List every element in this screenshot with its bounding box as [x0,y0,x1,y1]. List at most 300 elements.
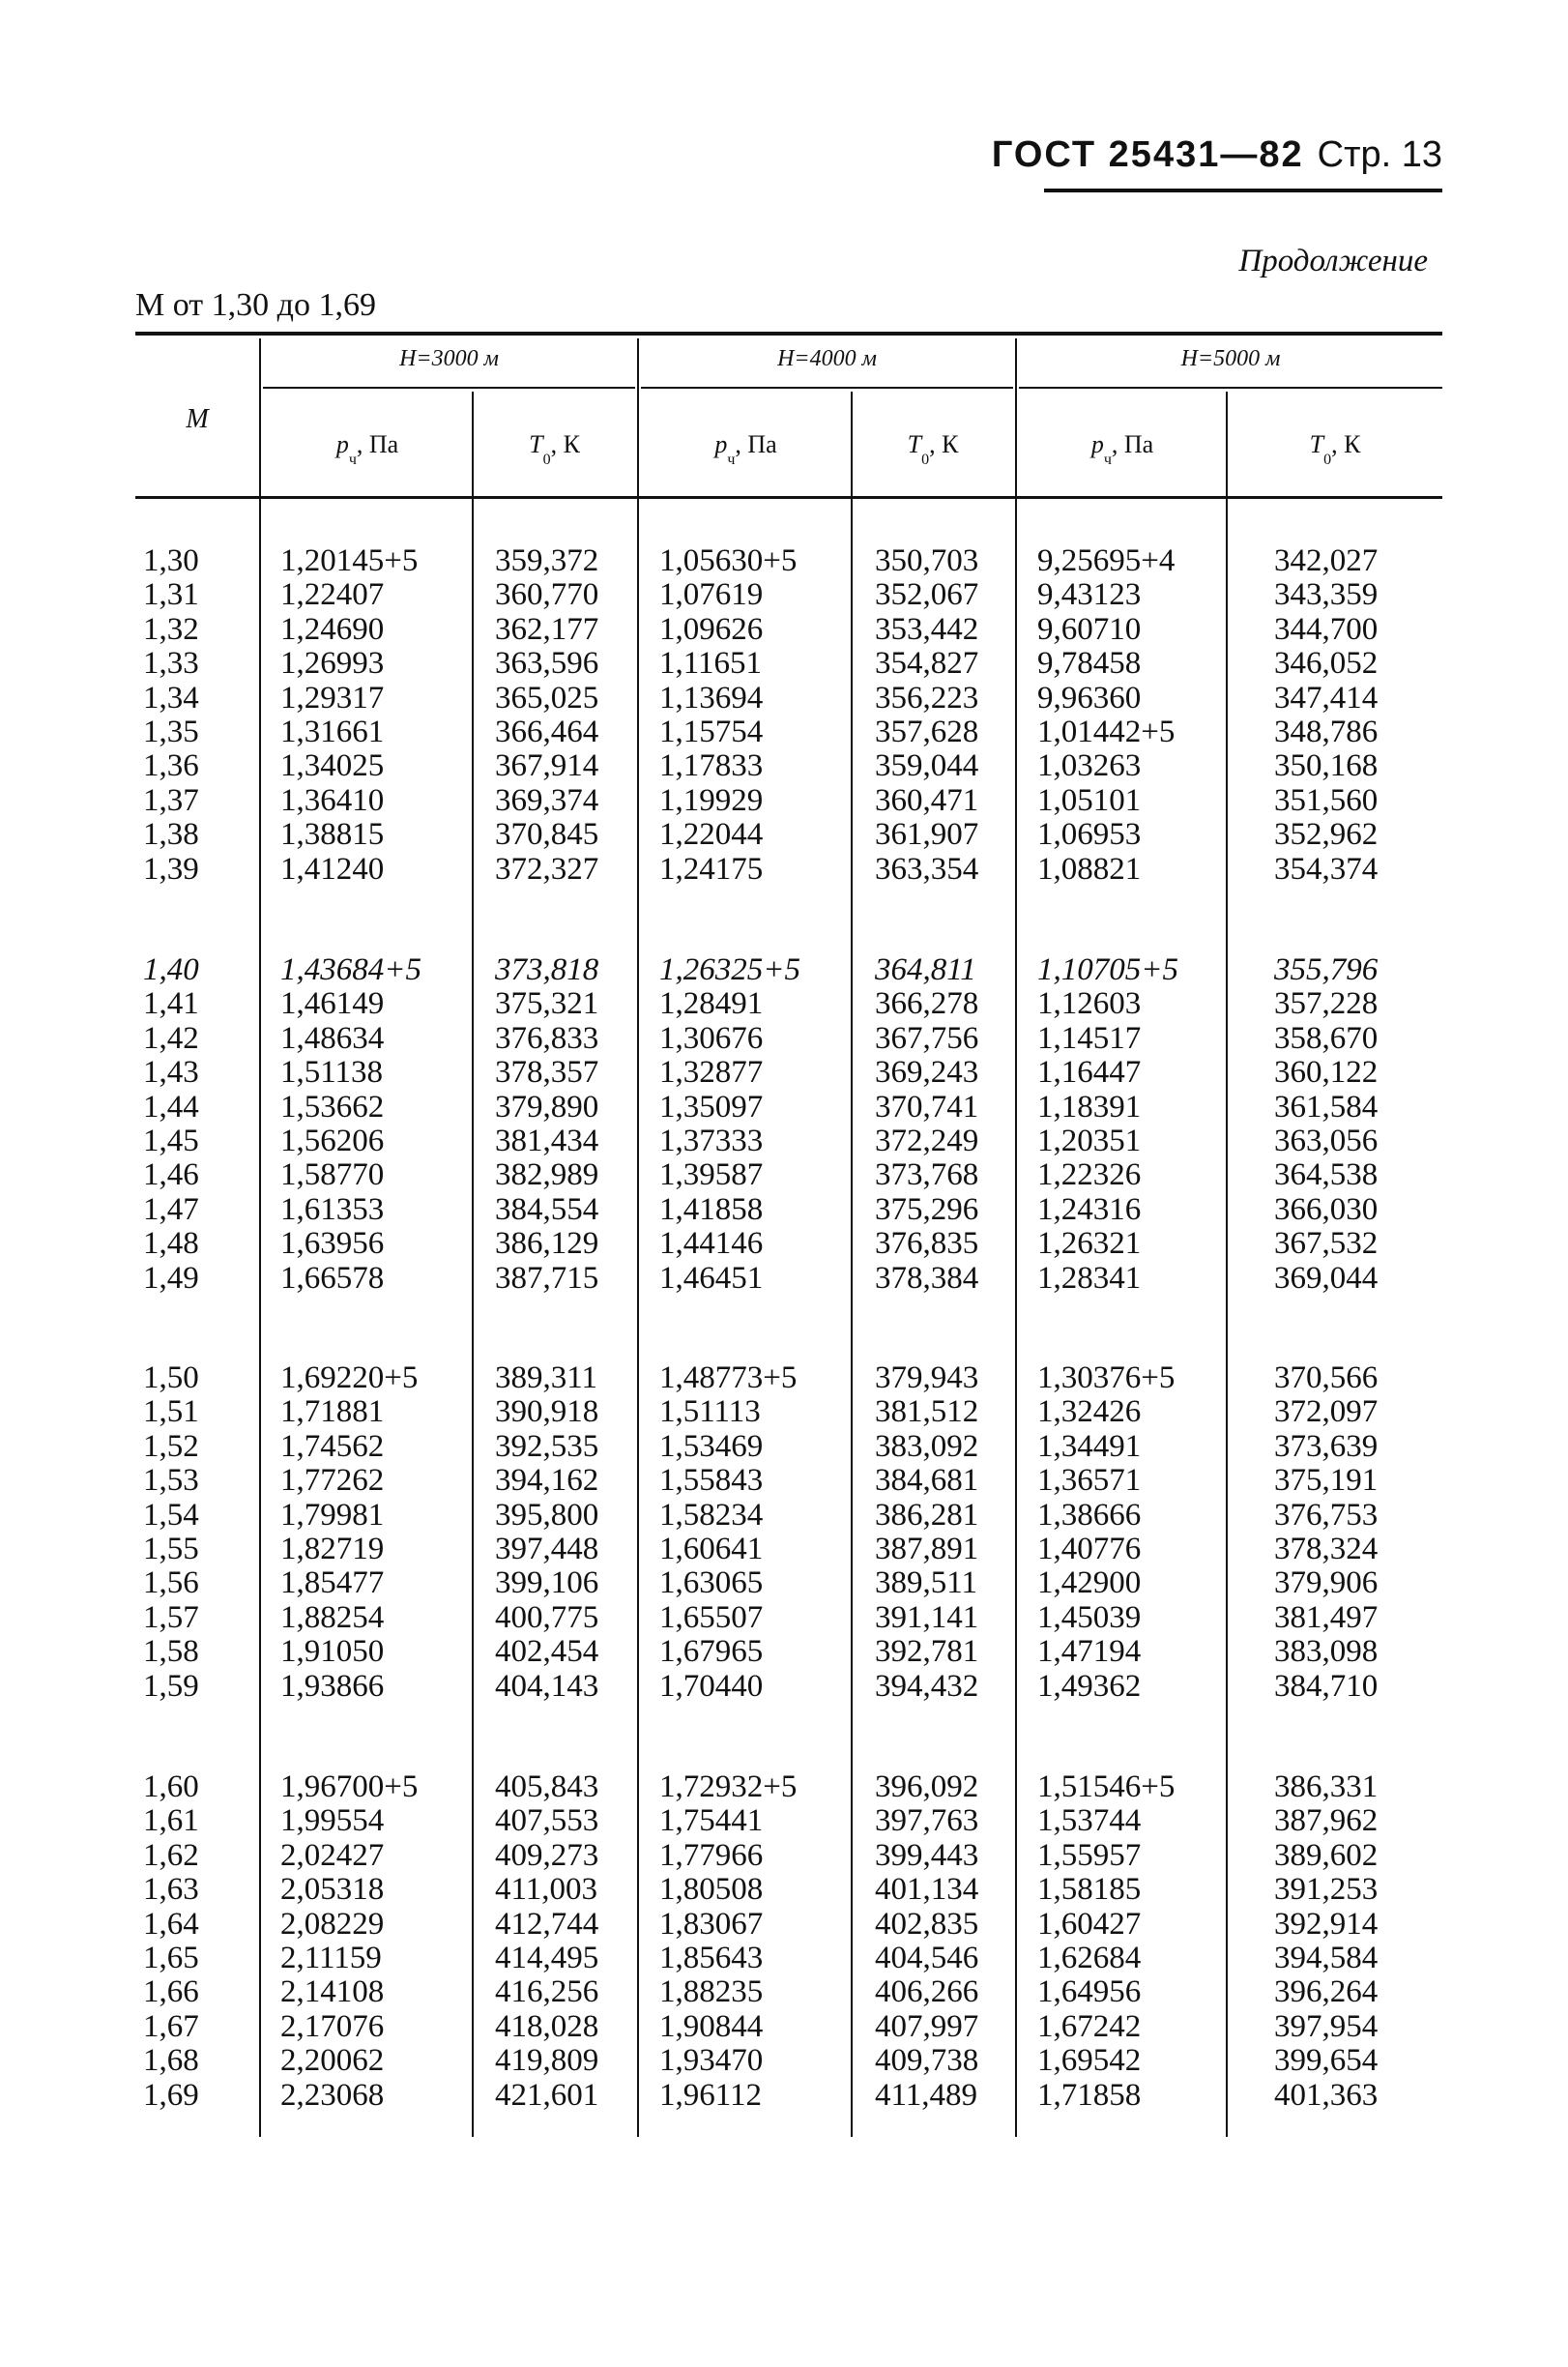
temperature-3000: 362,177 [495,611,599,647]
pressure-3000: 1,61353 [280,1191,385,1227]
temperature-4000: 409,738 [875,2043,979,2079]
temperature-5000: 347,414 [1274,680,1379,716]
temperature-5000: 364,538 [1274,1157,1379,1193]
pressure-3000: 2,17076 [280,2008,385,2044]
temperature-3000: 407,553 [495,1803,599,1839]
pressure-3000: 2,20062 [280,2043,385,2079]
temperature-3000: 384,554 [495,1191,599,1227]
mach-value: 1,47 [143,1191,199,1227]
table-row [0,1669,1568,1704]
temperature-3000: 416,256 [495,1974,599,2010]
mach-value: 1,54 [143,1497,199,1533]
temperature-5000: 397,954 [1274,2008,1379,2044]
table-row [0,817,1568,852]
pressure-3000: 2,02427 [280,1837,385,1873]
mach-value: 1,45 [143,1124,199,1158]
pressure-5000: 1,51546+5 [1037,1769,1176,1804]
temperature-5000: 352,962 [1274,817,1379,853]
temperature-4000: 363,354 [875,851,979,887]
pressure-4000: 1,67965 [659,1634,764,1670]
temperature-5000: 351,560 [1274,782,1379,818]
pressure-3000: 2,14108 [280,1974,385,2010]
pressure-5000: 1,36571 [1037,1463,1142,1499]
pressure-3000: 1,34025 [280,748,385,784]
temperature-3000: 363,596 [495,646,599,682]
temperature-4000: 402,835 [875,1906,979,1942]
table-row [0,543,1568,578]
temperature-3000: 400,775 [495,1599,599,1635]
table-row [0,1974,1568,2009]
table-row [0,1429,1568,1464]
pressure-3000: 1,41240 [280,851,385,887]
temperature-4000: 360,471 [875,782,979,818]
temperature-3000: 404,143 [495,1668,599,1704]
temperature-5000: 376,753 [1274,1497,1379,1533]
pressure-3000: 2,11159 [280,1941,382,1975]
pressure-5000: 1,69542 [1037,2043,1142,2079]
table-row [0,1941,1568,1975]
temperature-5000: 361,584 [1274,1089,1379,1125]
mach-value: 1,58 [143,1634,199,1670]
temperature-3000: 409,273 [495,1837,599,1873]
mach-value: 1,30 [143,543,199,578]
temperature-4000: 369,243 [875,1055,979,1091]
temperature-3000: 411,003 [495,1872,598,1908]
temperature-4000: 367,756 [875,1020,979,1056]
pressure-3000: 1,88254 [280,1599,385,1635]
mach-value: 1,43 [143,1055,199,1091]
pressure-4000: 1,58234 [659,1497,764,1533]
temperature-3000: 387,715 [495,1260,599,1296]
mach-value: 1,59 [143,1668,199,1704]
pressure-3000: 1,53662 [280,1089,385,1125]
pressure-4000: 1,30676 [659,1020,764,1056]
temperature-5000: 346,052 [1274,646,1379,682]
table-row [0,1565,1568,1600]
temperature-3000: 373,818 [495,952,599,987]
pressure-5000: 1,22326 [1037,1157,1142,1193]
table-row [0,2009,1568,2044]
temperature-4000: 350,703 [875,543,979,578]
table-row [0,715,1568,749]
pressure-3000: 1,29317 [280,680,385,716]
temperature-4000: 359,044 [875,748,979,784]
mach-value: 1,51 [143,1394,199,1430]
pressure-4000: 1,96112 [659,2077,763,2113]
temperature-5000: 384,710 [1274,1668,1379,1704]
table-row [0,646,1568,681]
mach-value: 1,57 [143,1599,199,1635]
pressure-4000: 1,77966 [659,1837,764,1873]
pressure-4000: 1,80508 [659,1872,764,1908]
pressure-5000: 9,78458 [1037,646,1142,682]
mach-value: 1,42 [143,1020,199,1056]
table-row [0,1872,1568,1907]
temperature-5000: 389,602 [1274,1837,1379,1873]
temperature-4000: 361,907 [875,817,979,853]
temperature-3000: 365,025 [495,680,599,716]
temperature-4000: 366,278 [875,986,979,1022]
mach-value: 1,64 [143,1906,199,1942]
header-pressure: $p_ч$, Па [714,430,777,468]
pressure-4000: 1,17833 [659,748,764,784]
table-row [0,1261,1568,1296]
temperature-5000: 367,532 [1274,1226,1379,1262]
pressure-5000: 1,28341 [1037,1260,1142,1296]
temperature-3000: 389,311 [495,1360,598,1395]
table-row [0,1055,1568,1090]
pressure-3000: 1,31661 [280,715,385,749]
table-header-rule [135,496,1442,499]
mach-value: 1,62 [143,1837,199,1873]
pressure-5000: 9,25695+4 [1037,543,1176,578]
mach-value: 1,48 [143,1226,199,1262]
temperature-4000: 372,249 [875,1124,979,1158]
pressure-5000: 1,62684 [1037,1941,1142,1975]
temperature-4000: 379,943 [875,1360,979,1395]
pressure-3000: 1,36410 [280,782,385,818]
pressure-4000: 1,72932+5 [659,1769,798,1804]
pressure-5000: 1,12603 [1037,986,1142,1022]
temperature-5000: 373,639 [1274,1428,1379,1464]
pressure-5000: 1,32426 [1037,1394,1142,1430]
mach-value: 1,33 [143,646,199,682]
temperature-4000: 381,512 [875,1394,979,1430]
temperature-4000: 357,628 [875,715,979,749]
pressure-5000: 1,60427 [1037,1906,1142,1942]
temperature-4000: 389,511 [875,1565,978,1601]
temperature-5000: 399,654 [1274,2043,1379,2079]
table-row [0,1394,1568,1429]
pressure-4000: 1,65507 [659,1599,764,1635]
pressure-4000: 1,15754 [659,715,764,749]
temperature-4000: 352,067 [875,577,979,613]
temperature-5000: 350,168 [1274,748,1379,784]
pressure-3000: 1,77262 [280,1463,385,1499]
temperature-3000: 370,845 [495,817,599,853]
pressure-5000: 1,14517 [1037,1020,1142,1056]
temperature-4000: 383,092 [875,1428,979,1464]
pressure-5000: 1,40776 [1037,1532,1142,1566]
page-number: Стр. 13 [1317,134,1442,175]
temperature-5000: 363,056 [1274,1124,1379,1158]
pressure-3000: 1,20145+5 [280,543,419,578]
temperature-4000: 391,141 [875,1599,979,1635]
pressure-3000: 1,96700+5 [280,1769,419,1804]
pressure-5000: 9,43123 [1037,577,1142,613]
pressure-5000: 1,30376+5 [1037,1360,1176,1395]
temperature-3000: 372,327 [495,851,599,887]
pressure-3000: 1,85477 [280,1565,385,1601]
mach-value: 1,69 [143,2077,199,2113]
pressure-5000: 1,49362 [1037,1668,1142,1704]
temperature-3000: 366,464 [495,715,599,749]
pressure-3000: 1,63956 [280,1226,385,1262]
mach-value: 1,60 [143,1769,199,1804]
temperature-5000: 370,566 [1274,1360,1379,1395]
pressure-4000: 1,75441 [659,1803,764,1839]
temperature-3000: 399,106 [495,1565,599,1601]
mach-value: 1,53 [143,1463,199,1499]
table-row [0,1192,1568,1227]
mach-value: 1,46 [143,1157,199,1193]
table-top-rule [135,332,1442,336]
table-row [0,681,1568,716]
pressure-3000: 1,99554 [280,1803,385,1839]
temperature-4000: 378,384 [875,1260,979,1296]
pressure-4000: 1,44146 [659,1226,764,1262]
mach-value: 1,52 [143,1428,199,1464]
mach-value: 1,55 [143,1532,199,1566]
pressure-4000: 1,26325+5 [659,952,801,987]
pressure-5000: 1,10705+5 [1037,952,1179,987]
temperature-5000: 392,914 [1274,1906,1379,1942]
temperature-4000: 411,489 [875,2077,978,2113]
pressure-5000: 1,71858 [1037,2077,1142,2113]
table-row [0,1838,1568,1873]
pressure-5000: 1,08821 [1037,851,1142,887]
pressure-3000: 1,58770 [280,1157,385,1193]
table-row [0,1463,1568,1498]
temperature-5000: 387,962 [1274,1803,1379,1839]
table-row [0,1090,1568,1125]
temperature-3000: 402,454 [495,1634,599,1670]
mach-value: 1,32 [143,611,199,647]
pressure-4000: 1,05630+5 [659,543,798,578]
temperature-5000: 386,331 [1274,1769,1379,1804]
temperature-3000: 360,770 [495,577,599,613]
pressure-5000: 1,47194 [1037,1634,1142,1670]
header-pressure: $p_ч$, Па [335,430,399,468]
temperature-5000: 342,027 [1274,543,1379,578]
temperature-5000: 354,374 [1274,851,1379,887]
table-row [0,1360,1568,1395]
header-mach: М [186,404,209,434]
mach-value: 1,56 [143,1565,199,1601]
pressure-3000: 1,93866 [280,1668,385,1704]
temperature-4000: 373,768 [875,1157,979,1193]
continuation-label: Продолжение [1238,244,1428,278]
temperature-5000: 369,044 [1274,1260,1379,1296]
temperature-4000: 407,997 [875,2008,979,2044]
table-row [0,1600,1568,1635]
pressure-5000: 9,60710 [1037,611,1142,647]
temperature-5000: 357,228 [1274,986,1379,1022]
mach-value: 1,67 [143,2008,199,2044]
altitude-underline-2 [641,387,1013,389]
pressure-3000: 1,69220+5 [280,1360,419,1395]
table-row [0,852,1568,887]
temperature-3000: 418,028 [495,2008,599,2044]
pressure-5000: 1,38666 [1037,1497,1142,1533]
pressure-4000: 1,09626 [659,611,764,647]
temperature-4000: 387,891 [875,1532,979,1566]
pressure-5000: 1,55957 [1037,1837,1142,1873]
mach-value: 1,36 [143,748,199,784]
pressure-3000: 1,38815 [280,817,385,853]
temperature-5000: 383,098 [1274,1634,1379,1670]
temperature-5000: 360,122 [1274,1055,1379,1091]
temperature-3000: 386,129 [495,1226,599,1262]
pressure-5000: 1,24316 [1037,1191,1142,1227]
altitude-underline-1 [263,387,635,389]
temperature-3000: 367,914 [495,748,599,784]
table-row [0,577,1568,612]
table-row [0,1157,1568,1192]
temperature-4000: 386,281 [875,1497,979,1533]
header-altitude-4000: H=4000 м [777,346,877,371]
mach-value: 1,49 [143,1260,199,1296]
pressure-3000: 2,05318 [280,1872,385,1908]
mach-value: 1,66 [143,1974,199,2010]
temperature-4000: 394,432 [875,1668,979,1704]
temperature-4000: 384,681 [875,1463,979,1499]
pressure-3000: 1,71881 [280,1394,385,1430]
temperature-5000: 375,191 [1274,1463,1379,1499]
temperature-5000: 343,359 [1274,577,1379,613]
header-temperature: $T_0$, К [529,430,580,468]
header-altitude-3000: H=3000 м [399,346,499,371]
header-underline [1044,189,1442,192]
temperature-3000: 375,321 [495,986,599,1022]
temperature-3000: 419,809 [495,2043,599,2079]
pressure-3000: 2,08229 [280,1906,385,1942]
pressure-5000: 1,01442+5 [1037,715,1176,749]
temperature-3000: 376,833 [495,1020,599,1056]
pressure-4000: 1,13694 [659,680,764,716]
temperature-4000: 364,811 [875,952,976,987]
pressure-4000: 1,35097 [659,1089,764,1125]
altitude-underline-3 [1019,387,1442,389]
pressure-4000: 1,85643 [659,1941,764,1975]
range-label: М от 1,30 до 1,69 [135,287,376,323]
pressure-4000: 1,07619 [659,577,764,613]
pressure-3000: 1,26993 [280,646,385,682]
temperature-3000: 412,744 [495,1906,599,1942]
pressure-5000: 1,20351 [1037,1124,1142,1158]
pressure-4000: 1,24175 [659,851,764,887]
pressure-3000: 2,23068 [280,2077,385,2113]
temperature-4000: 354,827 [875,646,979,682]
mach-value: 1,35 [143,715,199,749]
temperature-3000: 397,448 [495,1532,599,1566]
pressure-5000: 1,58185 [1037,1872,1142,1908]
pressure-5000: 1,06953 [1037,817,1142,853]
header-temperature: $T_0$, К [907,430,959,468]
temperature-5000: 401,363 [1274,2077,1379,2113]
temperature-4000: 356,223 [875,680,979,716]
pressure-5000: 1,67242 [1037,2008,1142,2044]
pressure-4000: 1,32877 [659,1055,764,1091]
pressure-3000: 1,24690 [280,611,385,647]
pressure-4000: 1,41858 [659,1191,764,1227]
pressure-5000: 1,42900 [1037,1565,1142,1601]
temperature-5000: 358,670 [1274,1020,1379,1056]
pressure-5000: 1,18391 [1037,1089,1142,1125]
page-header [992,133,1442,176]
temperature-4000: 399,443 [875,1837,979,1873]
table-row [0,1907,1568,1942]
pressure-4000: 1,11651 [659,646,763,682]
mach-value: 1,31 [143,577,199,613]
temperature-4000: 406,266 [875,1974,979,2010]
pressure-3000: 1,51138 [280,1055,384,1091]
pressure-4000: 1,63065 [659,1565,764,1601]
pressure-3000: 1,56206 [280,1124,385,1158]
temperature-5000: 381,497 [1274,1599,1379,1635]
table-row [0,1803,1568,1838]
pressure-4000: 1,60641 [659,1532,764,1566]
pressure-4000: 1,19929 [659,782,764,818]
temperature-3000: 392,535 [495,1428,599,1464]
temperature-5000: 366,030 [1274,1191,1379,1227]
temperature-4000: 392,781 [875,1634,979,1670]
mach-value: 1,63 [143,1872,199,1908]
temperature-4000: 376,835 [875,1226,979,1262]
mach-value: 1,39 [143,851,199,887]
mach-value: 1,40 [143,952,199,987]
pressure-4000: 1,46451 [659,1260,764,1296]
header-temperature: $T_0$, К [1309,430,1361,468]
pressure-5000: 1,34491 [1037,1428,1142,1464]
table-row [0,1532,1568,1566]
pressure-4000: 1,28491 [659,986,764,1022]
pressure-5000: 1,45039 [1037,1599,1142,1635]
temperature-5000: 391,253 [1274,1872,1379,1908]
mach-value: 1,44 [143,1089,199,1125]
temperature-5000: 396,264 [1274,1974,1379,2010]
temperature-5000: 394,584 [1274,1941,1379,1975]
temperature-5000: 379,906 [1274,1565,1379,1601]
mach-value: 1,50 [143,1360,199,1395]
pressure-3000: 1,82719 [280,1532,385,1566]
pressure-5000: 1,05101 [1037,782,1142,818]
pressure-3000: 1,22407 [280,577,385,613]
pressure-4000: 1,83067 [659,1906,764,1942]
mach-value: 1,61 [143,1803,199,1839]
pressure-4000: 1,55843 [659,1463,764,1499]
temperature-4000: 396,092 [875,1769,979,1804]
mach-value: 1,68 [143,2043,199,2079]
temperature-5000: 372,097 [1274,1394,1379,1430]
temperature-5000: 344,700 [1274,611,1379,647]
table-row [0,1021,1568,1056]
temperature-5000: 378,324 [1274,1532,1379,1566]
table-row [0,748,1568,783]
table-row [0,952,1568,987]
header-pressure: $p_ч$, Па [1090,430,1154,468]
pressure-4000: 1,22044 [659,817,764,853]
pressure-3000: 1,74562 [280,1428,385,1464]
temperature-3000: 421,601 [495,2077,599,2113]
pressure-5000: 1,26321 [1037,1226,1142,1262]
table-row [0,1634,1568,1669]
temperature-5000: 355,796 [1274,952,1379,987]
temperature-3000: 359,372 [495,543,599,578]
temperature-3000: 395,800 [495,1497,599,1533]
table-row [0,2078,1568,2113]
pressure-5000: 1,64956 [1037,1974,1142,2010]
pressure-5000: 9,96360 [1037,680,1142,716]
mach-value: 1,38 [143,817,199,853]
table-row [0,986,1568,1021]
pressure-3000: 1,66578 [280,1260,385,1296]
temperature-3000: 378,357 [495,1055,599,1091]
temperature-3000: 390,918 [495,1394,599,1430]
pressure-5000: 1,03263 [1037,748,1142,784]
temperature-3000: 414,495 [495,1941,599,1975]
temperature-4000: 370,741 [875,1089,979,1125]
